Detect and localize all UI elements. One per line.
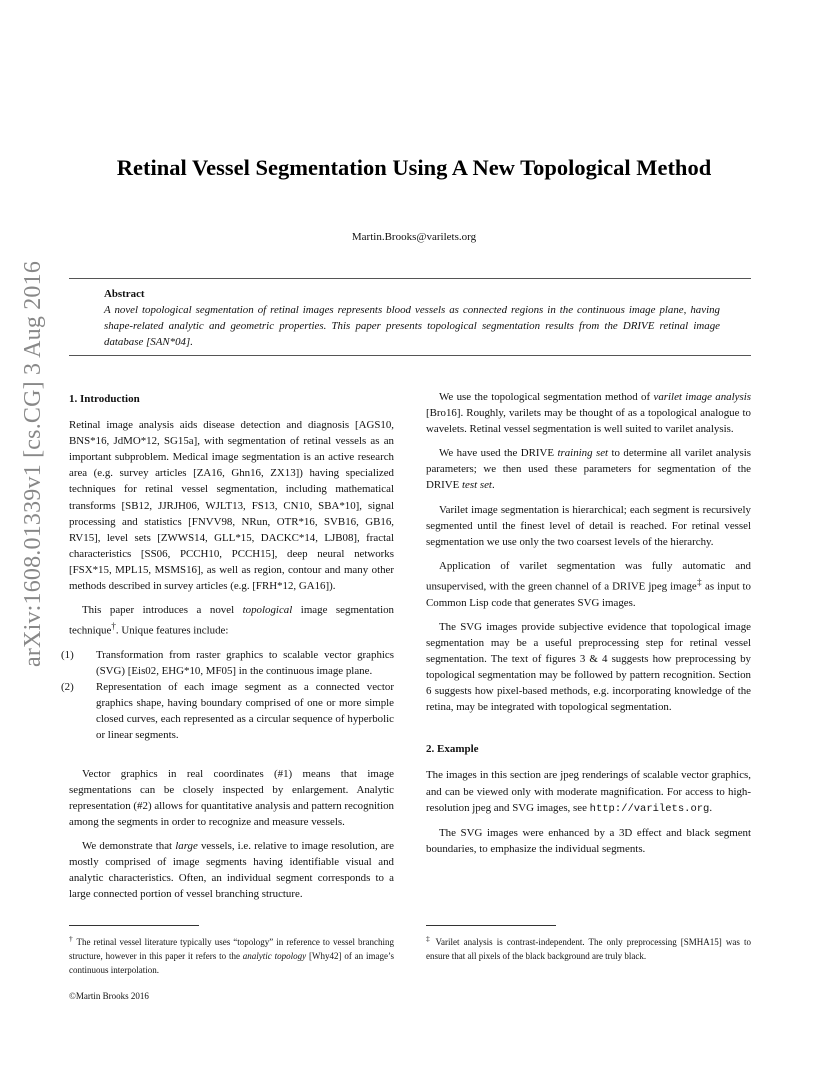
text-run: The images in this section are jpeg renderings of scalable vector graphics, and can be viewed only with moderate magnification. For access to high-resolution jpeg and SVG images, see (426, 769, 751, 814)
author-email: Martin.Brooks@varilets.org (351, 231, 477, 243)
list-number: (1) (61, 648, 74, 661)
text-run: [Why42] of an image’s continuous interpolation. (69, 951, 394, 975)
intro-paragraph-2 (69, 602, 394, 639)
emphasis: topological (242, 604, 293, 617)
section-heading-introduction: 1. Introduction (69, 393, 140, 405)
footnote-left (69, 932, 394, 977)
emphasis: training set (557, 447, 609, 460)
intro-paragraph-1: Retinal image analysis aids disease detection and diagnosis [AGS10, BNS*16, JdMO*12, SG15a], with segmentation of retinal vessels as an important subproblem. Medical image segmentation is an active research area (e.g. survey articles [ZA16, Ghn16, ZX13]) having specialized techniques for retinal vessel segmentation, including mathematical transforms [SB12, JJRJH06, WJLT13, FS13, CN10, SBA*10], signal processing and statistics [FNVV98, NRun, OTR*16, SVB16, GB16, RV15], level sets [ZWWS14, GLL*15, DACKC*14, LJB08], fractal characteristics [SS06, PCCH10, PCCH15], deep neural networks [FSX*15, MPL15, MSMS16], as well as region, contour and many other methods described in survey articles (e.g. [FRH*12, GA16]). (69, 419, 394, 593)
intro-paragraph-3: Vector graphics in real coordinates (#1) means that image segmentations can be closely inspected by enlargement. Analytic representation (#2) allows for quantitative analysis and pattern recognition among the segments in order to recognize and measure vessels. (69, 767, 394, 828)
list-item (61, 679, 394, 743)
left-column (61, 391, 395, 910)
list-item (61, 647, 394, 679)
abstract-heading: Abstract (104, 288, 145, 300)
text-run: as input to Common Lisp code that generates SVG images. (426, 580, 751, 609)
text-run: to determine all varilet analysis parameters; we then used these parameters for segmentation of the DRIVE (426, 447, 752, 492)
footnote-marker: ‡ (426, 934, 432, 943)
right-paragraph-2 (426, 445, 751, 493)
list-item-text: Transformation from raster graphics to scalable vector graphics (SVG) [Eis02, EHG*10, MF05] in the continuous image plane. (96, 648, 394, 678)
footnote-marker: † (111, 621, 116, 632)
arxiv-identifier: arXiv:1608.01339v1 [cs.CG] 3 Aug 2016 (20, 260, 46, 667)
text-run: We have used the DRIVE (439, 447, 558, 460)
text-run: image segmentation technique (69, 604, 395, 637)
emphasis: varilet image analysis (653, 391, 751, 403)
right-paragraph-1 (426, 389, 751, 437)
intro-paragraph-4 (69, 838, 394, 902)
right-column (426, 389, 751, 865)
footnote-right (426, 932, 751, 963)
emphasis: test set (462, 479, 492, 492)
right-paragraph-3: Varilet image segmentation is hierarchical; each segment is recursively segmented until the finest level of detail is reached. For retinal vessel segmentation we use only the two coarsest levels of the hierarchy. (426, 503, 751, 548)
text-run: Varilet analysis is contrast-independent. The only preprocessing [SMHA15] was to ensure that all pixels of the black background are truly black. (426, 937, 752, 961)
right-paragraph-5: The SVG images provide subjective evidence that topological image segmentation may be a useful preprocessing step for retinal vessel segmentation. The text of figures 3 & 4 suggests how preprocessing by topological segmentation may be followed by pattern recognition. Section 6 suggests how pixel-based methods, e.g. incorporating knowledge of the retina, may be integrated with topological segmentation. (426, 620, 751, 714)
text-run: Application of varilet segmentation was fully automatic and unsupervised, with the green channel of a DRIVE jpeg image (426, 559, 751, 593)
footnote-rule-left (69, 925, 199, 926)
right-paragraph-4 (426, 558, 751, 611)
website-link[interactable]: http://varilets.org (589, 802, 710, 815)
example-paragraph-2: The SVG images were enhanced by a 3D effect and black segment boundaries, to emphasize the individual segments. (426, 826, 751, 855)
abstract-block (104, 286, 720, 350)
footnote-rule-right (426, 925, 556, 926)
section-heading-example: 2. Example (426, 743, 479, 756)
list-number: (2) (61, 681, 74, 694)
abstract-text: A novel topological segmentation of retinal images represents blood vessels as connected regions in the continuous image plane, having shape-related analytic and geometric properties. This paper presents topological segmentation results from the DRIVE retinal image database [SAN*04]. (104, 304, 720, 348)
text-run: . (491, 479, 495, 492)
text-run: We use the topological segmentation method of (439, 391, 654, 403)
text-run: . (709, 801, 713, 814)
footnote-marker: † (69, 934, 74, 943)
abstract-top-rule (69, 278, 751, 279)
text-run: This paper introduces a novel (82, 604, 243, 617)
text-run: The retinal vessel literature typically uses “topology” in reference to vessel branching structure, however in this paper it refers to the (69, 937, 394, 961)
emphasis: large (175, 839, 198, 852)
text-run: We demonstrate that (82, 839, 176, 852)
text-run: vessels, i.e. relative to image resolution, are mostly comprised of image segments having identifiable visual and analytic characteristics. Often, an individual segment corresponds to a large connected portion of vessel branching structure. (69, 839, 395, 901)
footnote-marker: ‡ (696, 576, 702, 587)
text-run: [Bro16]. Roughly, varilets may be thought of as a topological analogue to wavelets. Retinal vessel segmentation is well suited to varilet analysis. (426, 407, 751, 436)
paper-title: Retinal Vessel Segmentation Using A New Topological Method (116, 155, 712, 180)
abstract-bottom-rule (69, 355, 751, 356)
copyright-notice: ©Martin Brooks 2016 (69, 991, 149, 1001)
list-item-text: Representation of each image segment as a connected vector graphics shape, having boundary comprised of one or more simple closed curves, each represented as a circular sequence of hyperbolic or linear segments. (96, 681, 394, 742)
example-paragraph-1 (426, 767, 751, 816)
text-run: . Unique features include: (115, 624, 229, 637)
emphasis: analytic topology (242, 951, 307, 961)
feature-list (61, 647, 394, 744)
